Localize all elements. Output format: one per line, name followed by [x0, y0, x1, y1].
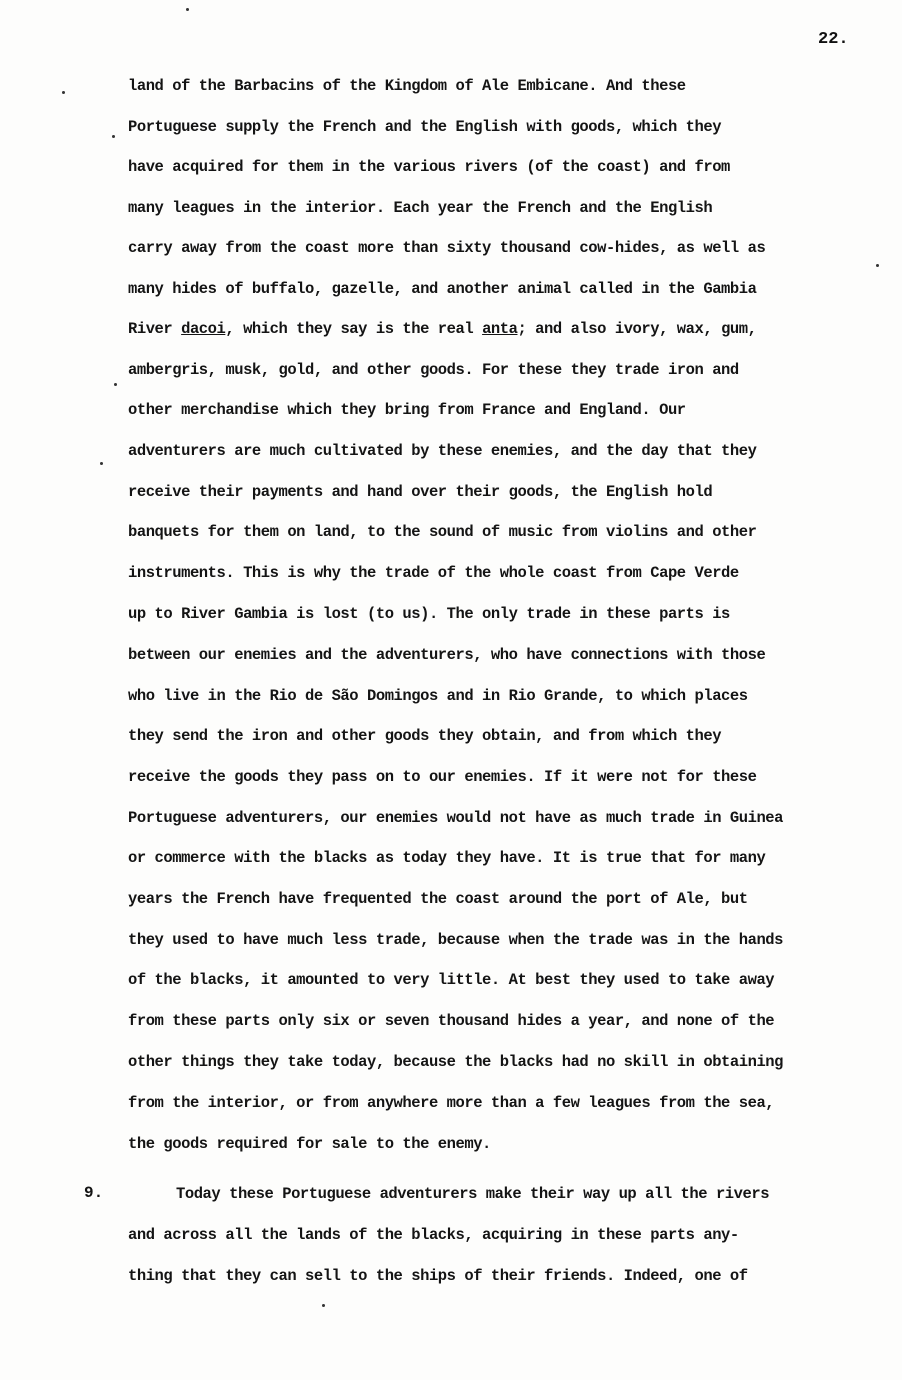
text-line: many hides of buffalo, gazelle, and another animal called in the Gambia [128, 280, 757, 298]
scan-speck [114, 383, 117, 386]
text-line: of the blacks, it amounted to very little. At best they used to take away [128, 971, 775, 989]
text-line: from the interior, or from anywhere more than a few leagues from the sea, [128, 1094, 775, 1112]
text-segment: ; and also ivory, wax, gum, [517, 320, 757, 338]
text-line: instruments. This is why the trade of the whole coast from Cape Verde [128, 564, 739, 582]
text-line: land of the Barbacins of the Kingdom of Ale Embicane. And these [128, 77, 686, 95]
paragraph-number: 9. [84, 1184, 104, 1202]
text-line: Portuguese adventurers, our enemies would not have as much trade in Guinea [128, 809, 784, 827]
text-line: Today these Portuguese adventurers make their way up all the rivers [176, 1185, 770, 1203]
page-number: 22. [818, 30, 849, 49]
text-line: and across all the lands of the blacks, acquiring in these parts any- [128, 1226, 739, 1244]
text-line: other things they take today, because the blacks had no skill in obtaining [128, 1053, 784, 1071]
text-line: have acquired for them in the various rivers (of the coast) and from [128, 158, 730, 176]
text-line: they used to have much less trade, because when the trade was in the hands [128, 931, 784, 949]
text-line: receive the goods they pass on to our enemies. If it were not for these [128, 768, 757, 786]
text-line: or commerce with the blacks as today they have. It is true that for many [128, 849, 766, 867]
text-line: thing that they can sell to the ships of their friends. Indeed, one of [128, 1267, 748, 1285]
scan-speck [62, 91, 65, 94]
text-line: who live in the Rio de São Domingos and in Rio Grande, to which places [128, 687, 748, 705]
text-line: years the French have frequented the coast around the port of Ale, but [128, 890, 748, 908]
text-segment: , which they say is the real [225, 320, 483, 338]
scan-speck [322, 1304, 325, 1307]
text-line: Portuguese supply the French and the English with goods, which they [128, 118, 722, 136]
underlined-term-dacoi: dacoi [181, 320, 226, 338]
text-line: carry away from the coast more than sixty thousand cow-hides, as well as [128, 239, 766, 257]
text-line: adventurers are much cultivated by these enemies, and the day that they [128, 442, 757, 460]
scan-speck [186, 8, 189, 11]
text-line: between our enemies and the adventurers, who have connections with those [128, 646, 766, 664]
text-line: other merchandise which they bring from France and England. Our [128, 401, 686, 419]
text-segment: River [128, 320, 182, 338]
underlined-term-anta: anta [482, 320, 518, 338]
scan-speck [112, 135, 115, 138]
scan-speck [100, 462, 103, 465]
text-line: banquets for them on land, to the sound of music from violins and other [128, 523, 757, 541]
text-line: up to River Gambia is lost (to us). The only trade in these parts is [128, 605, 730, 623]
text-line [128, 319, 756, 339]
text-line: the goods required for sale to the enemy. [128, 1135, 491, 1153]
text-line: ambergris, musk, gold, and other goods. For these they trade iron and [128, 361, 739, 379]
text-line: many leagues in the interior. Each year the French and the English [128, 199, 713, 217]
text-line: receive their payments and hand over their goods, the English hold [128, 483, 713, 501]
text-line: from these parts only six or seven thousand hides a year, and none of the [128, 1012, 775, 1030]
text-line: they send the iron and other goods they obtain, and from which they [128, 727, 722, 745]
scan-speck [876, 264, 879, 267]
